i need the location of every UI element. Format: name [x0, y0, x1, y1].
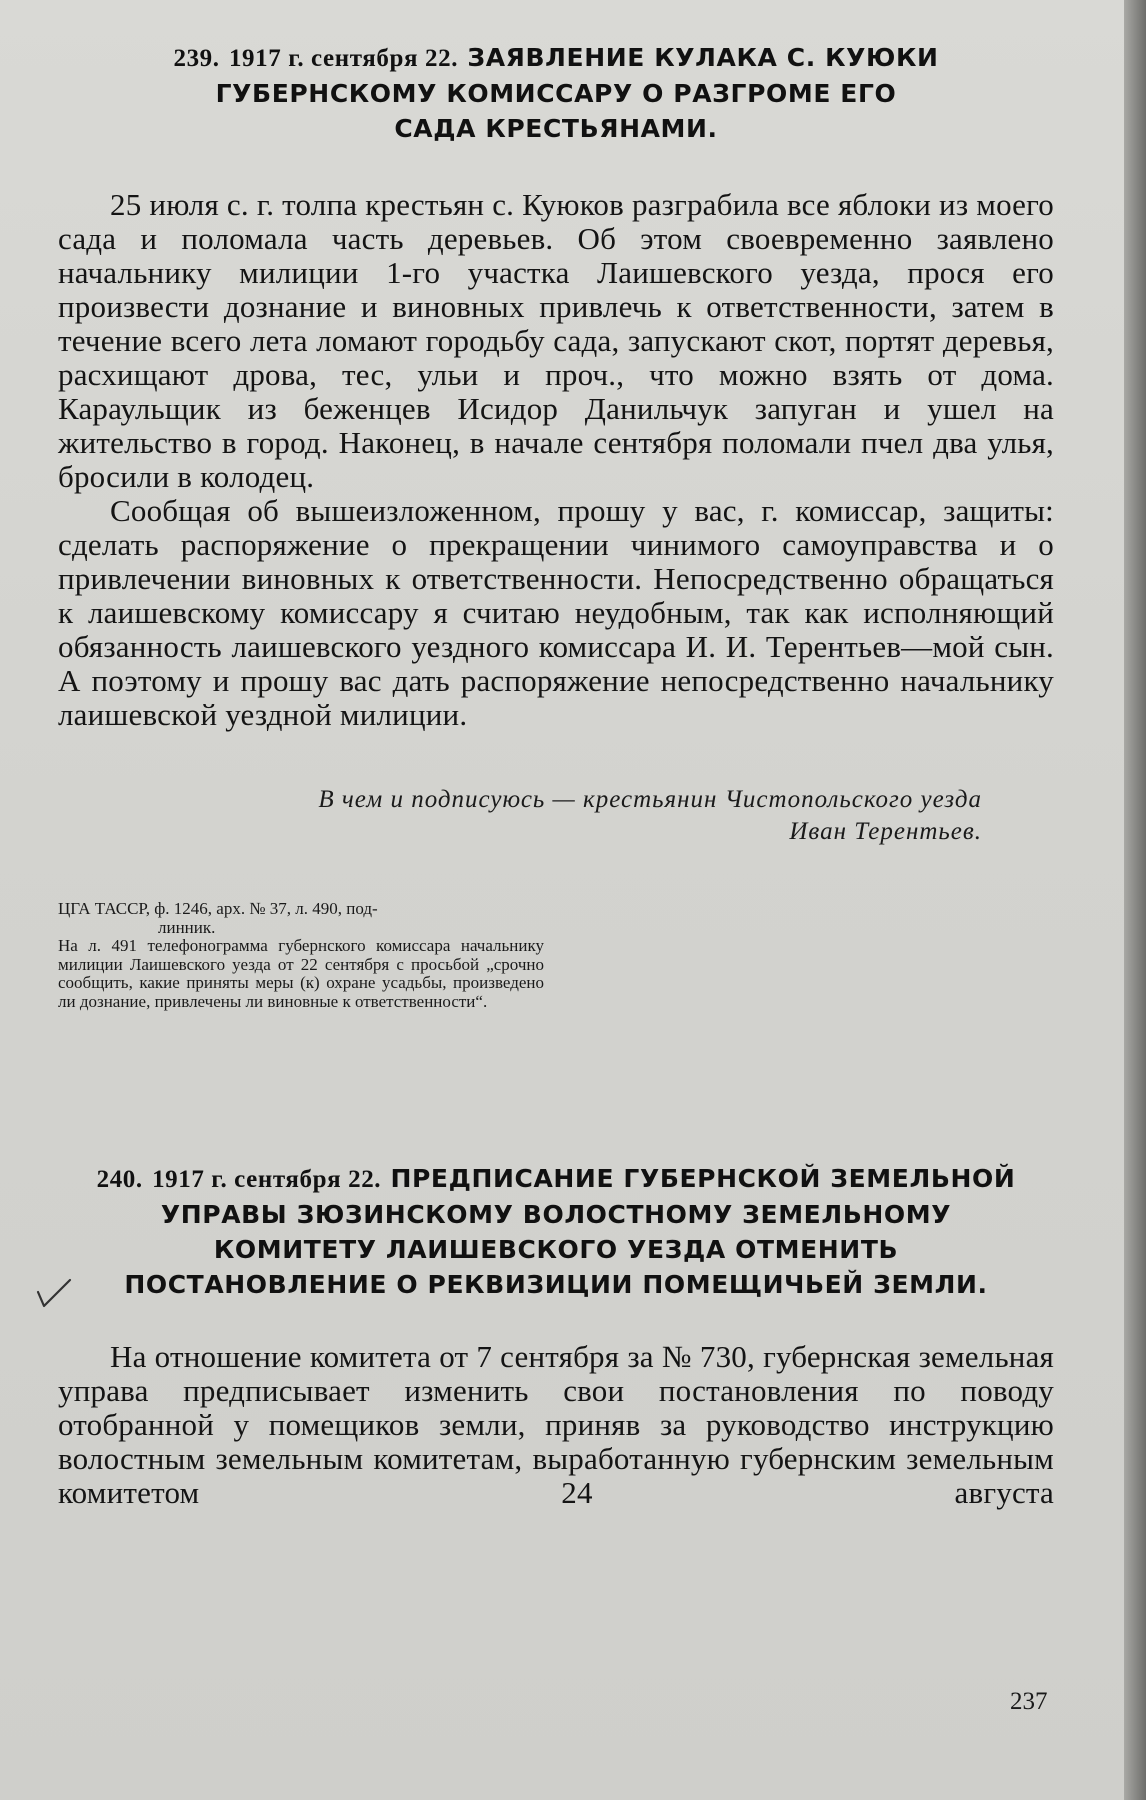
document-240-title-line-4: ПОСТАНОВЛЕНИЕ О РЕКВИЗИЦИИ ПОМЕЩИЧЬЕЙ ЗЕМЛИ. — [124, 1270, 988, 1299]
spacer — [58, 848, 1054, 900]
document-239-heading-line-1 — [58, 40, 1054, 76]
handwritten-checkmark-icon — [34, 1276, 74, 1310]
document-239-number: 239. — [173, 45, 220, 72]
document-240-heading — [58, 1161, 1054, 1302]
document-239-paragraph-2: Сообщая об вышеизложенном, прошу у вас, г. комиссар, защиты: сделать распоряжение о прекращении чинимого самоуправства и о привлечении виновных к ответственности. Непосредственно обращаться к лаишевскому комиссару я считаю неудобным, так как исполняющий обязанность лаишевского уездного комиссара И. И. Терентьев—мой сын. А поэтому и прошу вас дать распоряжение непосредственно начальнику лаишевской уездной милиции. — [58, 493, 1054, 732]
document-239-archive-note — [58, 900, 544, 1011]
document-239-heading — [58, 40, 1054, 146]
page-number: 237 — [1010, 1688, 1048, 1715]
document-240-title-line-2: УПРАВЫ ЗЮЗИНСКОМУ ВОЛОСТНОМУ ЗЕМЕЛЬНОМУ — [160, 1200, 952, 1229]
document-240-paragraph-1: На отношение комитета от 7 сентября за № 730, губернская земельная управа предписывает изменить свои постановления по поводу отобранной у помещиков земли, приняв за руководство инструкцию волостным земельным комитетам, выработанную губернским земельным комитетом 24 августа — [58, 1339, 1054, 1510]
archive-reference: ЦГА ТАССР, ф. 1246, арх. № 37, л. 490, под- — [58, 899, 378, 918]
archive-reference-continued: линник. — [158, 917, 216, 937]
document-240-number: 240. — [96, 1166, 143, 1193]
document-239-title-line-3: САДА КРЕСТЬЯНАМИ. — [394, 114, 718, 143]
spacer — [58, 732, 1054, 784]
document-239-title-line-2: ГУБЕРНСКОМУ КОМИССАРУ О РАЗГРОМЕ ЕГО — [215, 79, 897, 108]
document-239-signature — [58, 784, 982, 848]
document-240-title-line-3: КОМИТЕТУ ЛАИШЕВСКОГО УЕЗДА ОТМЕНИТЬ — [213, 1235, 899, 1264]
page-shadow-edge — [1124, 0, 1146, 1800]
document-239-title-line-1: ЗАЯВЛЕНИЕ КУЛАКА С. КУЮКИ — [467, 43, 939, 72]
signature-line-2: Иван Терентьев. — [789, 818, 982, 845]
spacer — [58, 1302, 1054, 1340]
document-240-title-line-1: ПРЕДПИСАНИЕ ГУБЕРНСКОЙ ЗЕМЕЛЬНОЙ — [390, 1164, 1016, 1193]
document-239-paragraph-1: 25 июля с. г. толпа крестьян с. Куюков разграбила все яблоки из моего сада и поломала часть деревьев. Об этом своевременно заявлено начальнику милиции 1-го участка Лаишевского уезда, прося его произвести дознание и виновных привлечь к ответственности, затем в течение всего лета ломают городьбу сада, запускают скот, портят деревья, расхищают дрова, тес, ульи и проч., что можно взять от дома. Караульщик из беженцев Исидор Данильчук запуган и ушел на жительство в город. Наконец, в начале сентября поломали пчел два улья, бросили в колодец. — [58, 187, 1054, 494]
document-240-heading-line-1 — [58, 1161, 1054, 1197]
document-239-date: 1917 г. сентября 22. — [228, 45, 459, 72]
archive-footnote: На л. 491 телефонограмма губернского комиссара начальнику милиции Лаишевского уезда от 22 сентября с просьбой „срочно сообщить, какие приняты меры (к) охране усадьбы, произведено ли дознание, привлечены ли виновные к ответственности“. — [58, 936, 544, 1011]
spacer — [58, 146, 1054, 188]
document-240-date: 1917 г. сентября 22. — [152, 1166, 382, 1193]
spacer — [58, 1011, 1054, 1161]
page-content — [58, 40, 1054, 1510]
signature-line-1: В чем и подписуюсь — крестьянин Чистопольского уезда — [318, 786, 982, 813]
